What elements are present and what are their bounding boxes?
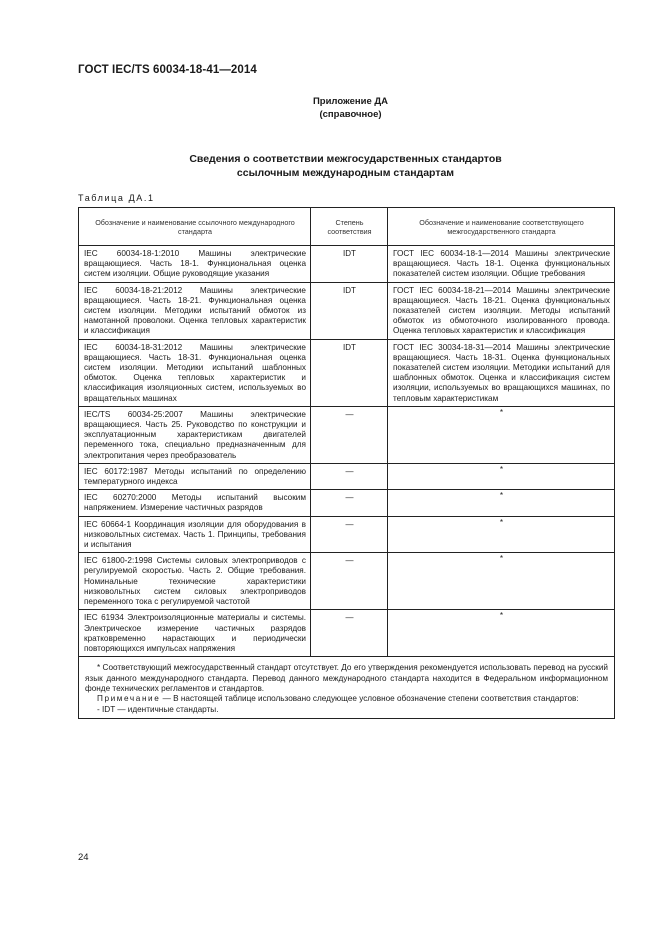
intl-standard-cell: IEC 60034-18-1:2010 Машины электрические вращающиеся. Часть 18-1. Функциональная оценка систем изоляции. Общие руководящие указания — [79, 246, 311, 283]
table-row — [79, 246, 615, 283]
column-header-intl: Обозначение и наименование ссылочного международного стандарта — [79, 208, 311, 246]
table-row — [79, 282, 615, 339]
degree-cell: IDT — [311, 339, 388, 406]
degree-cell: — — [311, 463, 388, 489]
section-title-line2: ссылочным международным стандартам — [236, 166, 455, 179]
section-title — [0, 153, 661, 180]
appendix-title: Приложение ДА — [312, 96, 389, 107]
intl-standard-cell: IEC 60664-1 Координация изоляции для оборудования в низковольтных системах. Часть 1. Принципы, требования и испытания — [79, 516, 311, 553]
gost-standard-cell: * — [388, 516, 615, 553]
appendix-heading — [0, 96, 661, 121]
gost-standard-cell: ГОСТ IEC 60034-18-21—2014 Машины электрические вращающиеся. Часть 18-21. Оценка функциональных показателей систем изоляции. Методы испытаний обмоток из обмоточного изолированного провода. Оценка тепловых характеристик и классификация — [388, 282, 615, 339]
gost-standard-cell: ГОСТ IEC 60034-18-1—2014 Машины электрические вращающиеся. Часть 18-1. Оценка функциональных показателей систем изоляции. Общие требования — [388, 246, 615, 283]
intl-standard-cell: IEC 60034-18-31:2012 Машины электрические вращающиеся. Часть 18-31. Функциональная оценка систем изоляции. Методики испытаний шаблонных обмоток. Оценка тепловых характеристик и классификация изоляционных систем, используемых во вращательных машинах — [79, 339, 311, 406]
degree-cell: — — [311, 406, 388, 463]
degree-cell: — — [311, 553, 388, 610]
gost-standard-cell: * — [388, 406, 615, 463]
table-header-row — [79, 208, 615, 246]
intl-standard-cell: IEC/TS 60034-25:2007 Машины электрические вращающиеся. Часть 25. Руководство по конструкции и эксплуатационным характеристикам двигателей переменного тока, специально предназначенным для электропитания через преобразователь — [79, 406, 311, 463]
footnote-text: * Соответствующий межгосударственный стандарт отсутствует. До его утверждения рекомендуется использовать перевод на русский язык данного международного стандарта. Перевод данного международного стандарта находится в Федеральном информационном фонде технических регламентов и стандартов. — [85, 663, 608, 693]
table-row — [79, 610, 615, 657]
gost-standard-cell: * — [388, 463, 615, 489]
degree-cell: IDT — [311, 282, 388, 339]
table-row — [79, 406, 615, 463]
degree-cell: — — [311, 490, 388, 516]
table-row — [79, 463, 615, 489]
document-code: ГОСТ IEC/TS 60034-18-41—2014 — [78, 64, 257, 76]
intl-standard-cell: IEC 61800-2:1998 Системы силовых электроприводов с регулируемой скоростью. Часть 2. Общие требования. Номинальные технические характеристики низковольтных систем силовых электроприводов переменного тока с регулируемой частотой — [79, 553, 311, 610]
table-label: Таблица ДА.1 — [78, 193, 155, 203]
degree-cell: IDT — [311, 246, 388, 283]
column-header-degree: Степень соответствия — [311, 208, 388, 246]
note-text: — В настоящей таблице использовано следующее условное обозначение степени соответствия стандартов: — [160, 694, 579, 704]
table-row — [79, 553, 615, 610]
gost-standard-cell: * — [388, 553, 615, 610]
note-item: - IDT — идентичные стандарты. — [97, 704, 219, 714]
note-paragraph — [85, 694, 608, 704]
intl-standard-cell: IEC 60172:1987 Методы испытаний по определению температурного индекса — [79, 463, 311, 489]
table-row — [79, 490, 615, 516]
degree-cell: — — [311, 610, 388, 657]
table-row — [79, 516, 615, 553]
note-label: Примечание — [97, 694, 161, 704]
gost-standard-cell: * — [388, 610, 615, 657]
table-footnote-row — [79, 657, 615, 719]
intl-standard-cell: IEC 60034-18-21:2012 Машины электрические вращающиеся. Часть 18-21. Функциональная оценка систем изоляции. Методики испытаний обмоток из намотанной проволоки. Оценка тепловых характеристик и классификация — [79, 282, 311, 339]
table-footnote-cell — [79, 657, 615, 719]
correspondence-table — [78, 207, 615, 719]
gost-standard-cell: * — [388, 490, 615, 516]
page-number: 24 — [78, 852, 89, 863]
table-row — [79, 339, 615, 406]
degree-cell: — — [311, 516, 388, 553]
intl-standard-cell: IEC 60270:2000 Методы испытаний высоким напряжением. Измерение частичных разрядов — [79, 490, 311, 516]
appendix-subtitle: (справочное) — [319, 108, 382, 120]
column-header-gost: Обозначение и наименование соответствующего межгосударственного стандарта — [388, 208, 615, 246]
gost-standard-cell: ГОСТ IEC 30034-18-31—2014 Машины электрические вращающиеся. Часть 18-31. Оценка функциональных показателей систем изоляции. Методики испытаний для шаблонных обмоток. Оценка и классификация систем изоляции, используемых во вращающихся машинах, по тепловым характеристикам — [388, 339, 615, 406]
intl-standard-cell: IEC 61934 Электроизоляционные материалы и системы. Электрическое измерение частичных разрядов кратковременно нарастающих и периодически повторяющихся импульсах напряжения — [79, 610, 311, 657]
section-title-line1: Сведения о соответствии межгосударственных стандартов — [189, 153, 502, 165]
